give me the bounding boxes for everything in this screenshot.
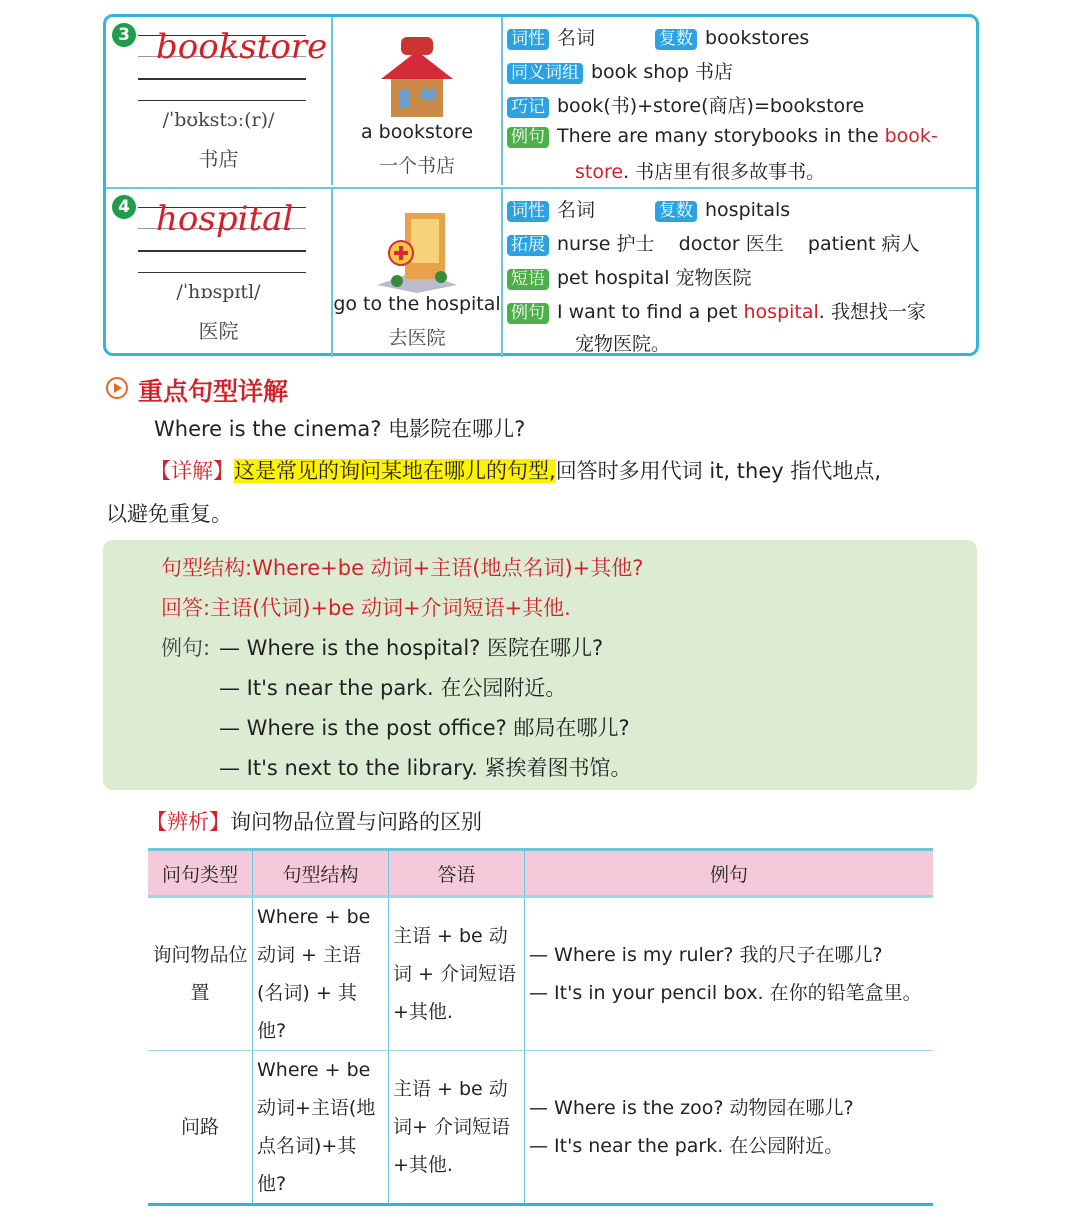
plural-value: hospitals bbox=[705, 199, 791, 221]
table-row bbox=[148, 1051, 933, 1205]
structure-cell: Where + be 动词+主语(地点名词)+其他? bbox=[253, 1051, 389, 1205]
example-text: 宠物医院。 bbox=[575, 333, 671, 355]
key-sentence: Where is the cinema? 电影院在哪儿? bbox=[154, 417, 526, 441]
memory-tip: book(书)+store(商店)=bookstore bbox=[557, 95, 865, 117]
caption-en: a bookstore bbox=[360, 121, 474, 143]
tag-synonym: 同义词组 bbox=[507, 63, 583, 84]
example-cell bbox=[525, 897, 934, 1051]
example-cell bbox=[525, 1051, 934, 1205]
example-text: I want to find a pet bbox=[557, 301, 744, 323]
example-text: There are many storybooks in the bbox=[557, 125, 885, 147]
meaning: 书店 bbox=[198, 147, 239, 171]
phonetic: /ˈhɒspɪtl/ bbox=[176, 281, 261, 303]
example-highlight: book- bbox=[884, 125, 938, 147]
table-row bbox=[148, 897, 933, 1051]
caption-cn: 一个书店 bbox=[378, 155, 455, 177]
example-line: — It's near the park. 在公园附近。 bbox=[219, 676, 567, 700]
phrase-value: pet hospital 宠物医院 bbox=[557, 267, 752, 289]
tag-part-of-speech: 词性 bbox=[507, 29, 549, 50]
header-cell: 句型结构 bbox=[253, 850, 389, 897]
tag-extension: 拓展 bbox=[507, 235, 549, 256]
tag-plural: 复数 bbox=[655, 201, 697, 222]
analysis-tag: 【辨析】 bbox=[146, 810, 230, 834]
caption-en: go to the hospital bbox=[333, 293, 501, 315]
answer-line: 回答:主语(代词)+be 动词+介词短语+其他. bbox=[161, 596, 571, 620]
plural-value: bookstores bbox=[705, 27, 810, 49]
meaning: 医院 bbox=[198, 319, 239, 343]
example-line: — Where is the zoo? 动物园在哪儿? bbox=[529, 1097, 854, 1119]
play-bullet-icon bbox=[106, 377, 128, 399]
example-label: 例句: bbox=[161, 636, 211, 660]
answer-cell: 主语 + be 动词 + 介词短语+其他. bbox=[389, 897, 525, 1051]
example-line: — It's near the park. 在公园附近。 bbox=[529, 1135, 844, 1157]
type-cell: 问路 bbox=[148, 1051, 253, 1205]
extension-value: nurse 护士 doctor 医生 patient 病人 bbox=[557, 233, 920, 255]
tag-phrase: 短语 bbox=[507, 269, 549, 290]
vocab-row-hospital bbox=[106, 187, 976, 357]
detail-tag: 【详解】 bbox=[150, 459, 234, 483]
detail-paragraph bbox=[150, 455, 881, 485]
pos-value: 名词 bbox=[557, 199, 596, 221]
example-line: — Where is my ruler? 我的尺子在哪儿? bbox=[529, 944, 883, 966]
structure-cell: Where + be 动词 + 主语(名词) + 其他? bbox=[253, 897, 389, 1051]
answer-cell: 主语 + be 动词+ 介词短语+其他. bbox=[389, 1051, 525, 1205]
number-badge: 4 bbox=[112, 195, 136, 219]
tag-part-of-speech: 词性 bbox=[507, 201, 549, 222]
comparison-table bbox=[148, 848, 933, 1206]
example-text: . 书店里有很多故事书。 bbox=[623, 161, 826, 183]
tag-memory-tip: 巧记 bbox=[507, 97, 549, 118]
example-line: — Where is the hospital? 医院在哪儿? bbox=[219, 636, 604, 660]
number-badge: 3 bbox=[112, 23, 136, 47]
detail-text: 回答时多用代词 it, they 指代地点, bbox=[555, 459, 882, 483]
header-cell: 答语 bbox=[389, 850, 525, 897]
vocabulary-table bbox=[103, 14, 979, 356]
structure-line: 句型结构:Where+be 动词+主语(地点名词)+其他? bbox=[161, 556, 644, 580]
analysis-heading bbox=[146, 806, 482, 836]
tag-example: 例句 bbox=[507, 127, 549, 148]
tag-plural: 复数 bbox=[655, 29, 697, 50]
detail-highlight: 这是常见的询问某地在哪儿的句型, bbox=[234, 459, 556, 483]
synonym-value: book shop 书店 bbox=[591, 61, 734, 83]
sentence-structure-box bbox=[103, 540, 977, 790]
header-cell: 问句类型 bbox=[148, 850, 253, 897]
example-line: — It's next to the library. 紧挨着图书馆。 bbox=[219, 756, 632, 780]
header-cell: 例句 bbox=[525, 850, 934, 897]
caption-cn: 去医院 bbox=[388, 327, 446, 349]
example-highlight: store bbox=[575, 161, 624, 183]
vocab-row-bookstore bbox=[106, 17, 976, 185]
section-title: 重点句型详解 bbox=[138, 377, 289, 406]
bookstore-illustration bbox=[377, 33, 457, 121]
example-line: — It's in your pencil box. 在你的铅笔盒里。 bbox=[529, 982, 922, 1004]
table-header-row bbox=[148, 850, 933, 897]
vocab-word: bookstore bbox=[156, 27, 328, 67]
example-text: . 我想找一家 bbox=[818, 301, 926, 323]
phonetic: /ˈbʊkstɔː(r)/ bbox=[162, 109, 275, 131]
type-cell: 询问物品位置 bbox=[148, 897, 253, 1051]
example-line: — Where is the post office? 邮局在哪儿? bbox=[219, 716, 630, 740]
analysis-title: 询问物品位置与问路的区别 bbox=[230, 810, 482, 834]
detail-text-line2: 以避免重复。 bbox=[106, 502, 232, 526]
pos-value: 名词 bbox=[557, 27, 596, 49]
vocab-word: hospital bbox=[156, 199, 294, 239]
hospital-illustration bbox=[377, 205, 457, 293]
example-highlight: hospital bbox=[743, 301, 819, 323]
tag-example: 例句 bbox=[507, 303, 549, 324]
